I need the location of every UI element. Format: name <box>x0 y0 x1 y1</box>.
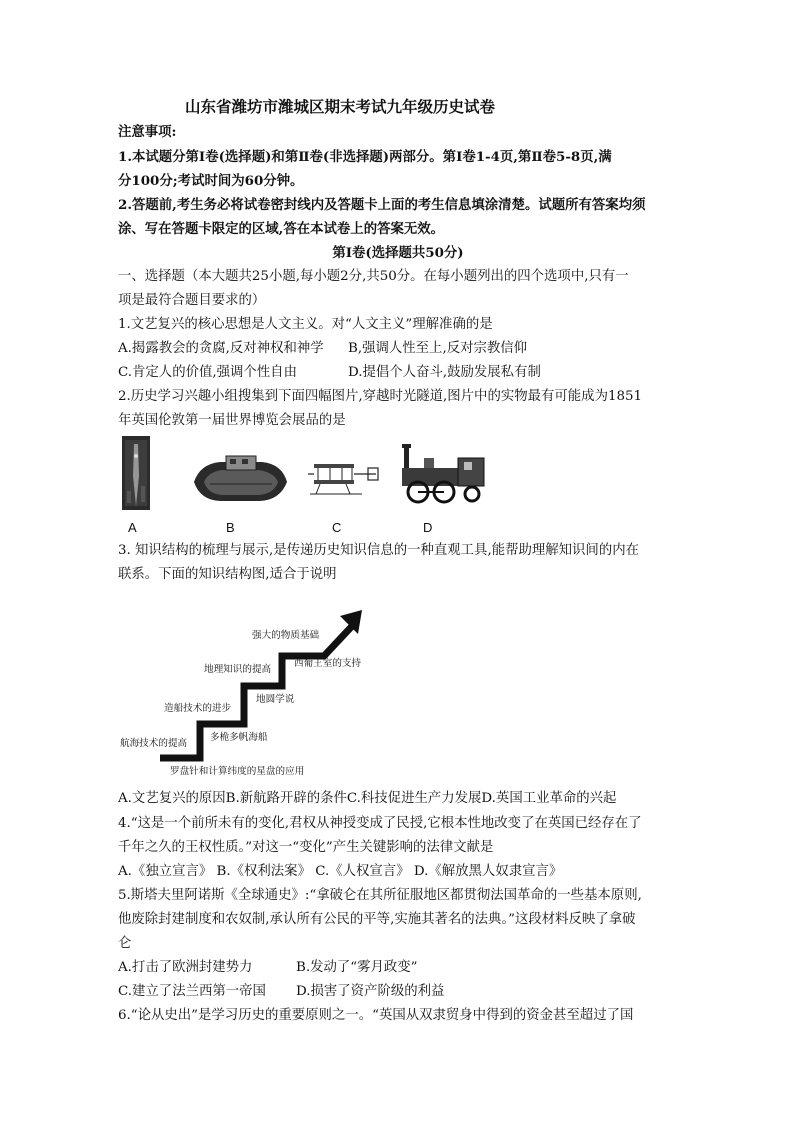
q5-option-b: B.发动了“雾月政变” <box>296 960 418 975</box>
q5-stem-line-3: 仑 <box>118 936 132 951</box>
q1-option-c: C.肯定人的价值,强调个性自由 <box>118 365 297 380</box>
notice-1-line-2: 分100分;考试时间为60分钟。 <box>118 173 304 189</box>
q2-label-c: C <box>332 520 342 535</box>
q2-stem-line-1: 2.历史学习兴趣小组搜集到下面四幅图片,穿越时光隧道,图片中的实物最有可能成为1851 <box>118 389 643 404</box>
q2-image-c-airplane <box>306 460 382 500</box>
q5-stem-line-1: 5.斯塔夫里阿诺斯《全球通史》:“拿破仑在其所征服地区都贯彻法国革命的一些基本原则, <box>118 888 642 903</box>
notice-heading: 注意事项: <box>118 124 177 140</box>
diagram-label-round-earth: 地圆学说 <box>256 694 295 705</box>
q5-option-a: A.打击了欧洲封建势力 <box>118 960 253 975</box>
diagram-label-shipbuilding: 造船技术的进步 <box>164 703 232 714</box>
diagram-label-compass: 罗盘针和计算纬度的星盘的应用 <box>170 766 305 777</box>
part1-instructions-line-1: 一、选择题（本大题共25小题,每小题2分,共50分。在每小题列出的四个选项中,只有一 <box>118 269 629 284</box>
part1-instructions-line-2: 项是最符合题目要求的） <box>118 293 266 308</box>
q1-option-b: B,强调人性至上,反对宗教信仰 <box>348 341 528 356</box>
q4-options: A.《独立宣言》 B.《权利法案》 C.《人权宣言》 D.《解放黑人奴隶宣言》 <box>118 864 563 879</box>
diagram-label-geography: 地理知识的提高 <box>204 664 272 675</box>
q4-stem-line-1: 4.“这是一个前所未有的变化,君权从神授变成了民授,它根本性地改变了在英国已经存在了 <box>118 816 642 831</box>
diagram-label-navigation-tech: 航海技术的提高 <box>120 738 188 749</box>
q3-options: A.文艺复兴的原因B.新航路开辟的条件C.科技促进生产力发展D.英国工业革命的兴起 <box>118 791 617 806</box>
q1-option-d: D.提倡个人奋斗,鼓励发展私有制 <box>348 365 541 380</box>
exam-title: 山东省潍坊市潍城区期末考试九年级历史试卷 <box>185 98 496 116</box>
q6-stem-line-1: 6.“论从史出”是学习历史的重要原则之一。“英国从双隶贸身中得到的资金甚至超过了国 <box>118 1008 634 1023</box>
diagram-label-royal-support: 西葡王室的支持 <box>294 658 362 669</box>
notice-2-line-1: 2.答题前,考生务必将试卷密封线内及答题卡上面的考生信息填涂清楚。试题所有答案均须 <box>118 197 646 213</box>
q4-stem-line-2: 千年之久的王权性质。”对这一“变化”产生关键影响的法律文献是 <box>118 840 494 855</box>
notice-2-line-2: 涂、写在答题卡限定的区域,答在本试卷上的答案无效。 <box>118 221 445 237</box>
q5-option-d: D.损害了资产阶级的利益 <box>296 984 445 999</box>
q3-stem-line-1: 3. 知识结构的梳理与展示,是传递历史知识信息的一种直观工具,能帮助理解知识间的内在 <box>118 543 639 558</box>
q2-image-a-photo <box>122 436 150 510</box>
q2-label-a: A <box>128 520 137 535</box>
q2-label-b: B <box>226 520 235 535</box>
section-title: 第Ⅰ卷(选择题共50分) <box>332 245 464 261</box>
notice-1-line-1: 1.本试题分第I卷(选择题)和第Ⅱ卷(非选择题)两部分。第Ⅰ卷1-4页,第Ⅱ卷5-8页,满 <box>118 149 612 165</box>
q1-stem: 1.文艺复兴的核心思想是人文主义。对“人文主义”理解准确的是 <box>118 317 493 332</box>
q2-label-d: D <box>423 520 433 535</box>
staircase-arrow-graphic <box>118 608 378 784</box>
q3-knowledge-structure-diagram <box>118 608 378 784</box>
diagram-label-material-base: 强大的物质基础 <box>252 630 320 641</box>
q2-image-b-tank <box>190 452 290 504</box>
q1-option-a: A.揭露教会的贪腐,反对神权和神学 <box>118 341 324 356</box>
q5-option-c: C.建立了法兰西第一帝国 <box>118 984 266 999</box>
diagram-label-multi-mast-ships: 多桅多帆海船 <box>210 732 268 743</box>
q3-stem-line-2: 联系。下面的知识结构图,适合于说明 <box>118 567 337 582</box>
q2-stem-line-2: 年英国伦敦第一届世界博览会展品的是 <box>118 413 346 428</box>
q5-stem-line-2: 他废除封建制度和农奴制,承认所有公民的平等,实施其著名的法典。”这段材料反映了拿破 <box>118 912 636 927</box>
q2-image-d-locomotive <box>398 444 490 504</box>
